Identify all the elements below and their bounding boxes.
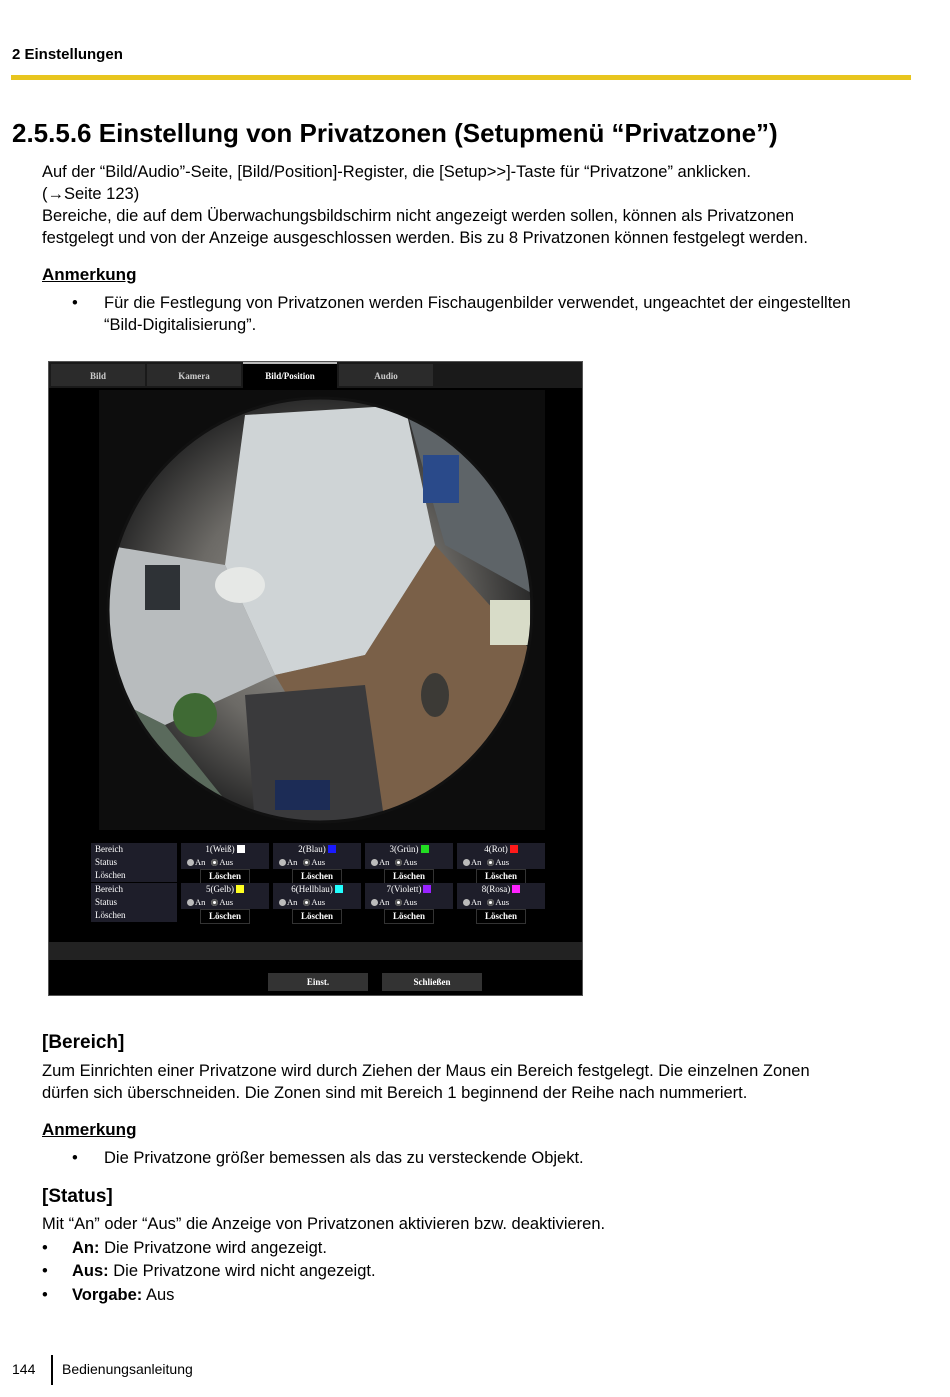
zone-5-off-radio[interactable]	[211, 899, 218, 906]
zone-7-status: An Aus	[365, 896, 453, 909]
zone-8-off-radio[interactable]	[487, 899, 494, 906]
row-label-delete-1: Löschen	[91, 869, 177, 882]
tab-bild[interactable]: Bild	[51, 364, 145, 386]
zone-5-delete-button[interactable]: Löschen	[181, 909, 269, 922]
zone-3-swatch	[421, 845, 429, 853]
privacy-zone-screenshot	[48, 361, 583, 996]
row-label-area-2: Bereich	[91, 883, 177, 896]
bereich-heading: [Bereich]	[42, 1032, 125, 1053]
status-bullet-default: •	[42, 1286, 48, 1304]
header-rule	[11, 75, 911, 80]
zone-7-swatch	[423, 885, 431, 893]
row-label-delete-2: Löschen	[91, 909, 177, 922]
tab-audio[interactable]: Audio	[339, 364, 433, 386]
zone-5-status: An Aus	[181, 896, 269, 909]
section-title: 2.5.5.6 Einstellung von Privatzonen (Setupmenü “Privatzone”)	[12, 118, 778, 148]
zone-6-label[interactable]: 6(Hellblau)	[273, 883, 361, 896]
tab-bar	[49, 362, 582, 388]
zone-3-on-radio[interactable]	[371, 859, 378, 866]
tab-kamera[interactable]: Kamera	[147, 364, 241, 386]
zone-3-status: An Aus	[365, 856, 453, 869]
zone-6-delete-button[interactable]: Löschen	[273, 909, 361, 922]
zone-7-delete-button[interactable]: Löschen	[365, 909, 453, 922]
zone-6-status: An Aus	[273, 896, 361, 909]
intro-line-1: Auf der “Bild/Audio”-Seite, [Bild/Position]-Register, die [Setup>>]-Taste für “Privatzone” anklicken.	[42, 163, 751, 181]
note-bullet-2: •	[72, 1149, 78, 1167]
status-heading: [Status]	[42, 1186, 113, 1207]
zone-6-off-radio[interactable]	[303, 899, 310, 906]
status-item-default: Vorgabe: Aus	[72, 1286, 175, 1304]
note-heading-2: Anmerkung	[42, 1120, 137, 1139]
zone-1-status: An Aus	[181, 856, 269, 869]
zone-4-on-radio[interactable]	[463, 859, 470, 866]
intro-line-2: (→Seite 123)	[42, 185, 140, 203]
zone-3-label[interactable]: 3(Grün)	[365, 843, 453, 856]
fisheye-camera-image	[105, 395, 535, 825]
intro-line-4: festgelegt und von der Anzeige ausgeschlossen werden. Bis zu 8 Privatzonen können festgelegt werden.	[42, 229, 808, 247]
zone-2-delete-button[interactable]: Löschen	[273, 869, 361, 882]
tab-bild-position[interactable]: Bild/Position	[243, 362, 337, 388]
zone-5-swatch	[236, 885, 244, 893]
zone-1-off-radio[interactable]	[211, 859, 218, 866]
zone-4-status: An Aus	[457, 856, 545, 869]
status-item-on: An: Die Privatzone wird angezeigt.	[72, 1239, 327, 1257]
close-button[interactable]: Schließen	[382, 973, 482, 991]
zone-7-off-radio[interactable]	[395, 899, 402, 906]
zone-6-swatch	[335, 885, 343, 893]
zone-1-swatch	[237, 845, 245, 853]
zone-8-label[interactable]: 8(Rosa)	[457, 883, 545, 896]
zone-1-delete-button[interactable]: Löschen	[181, 869, 269, 882]
fisheye-preview[interactable]	[99, 390, 545, 830]
row-label-status-2: Status	[91, 896, 177, 909]
chapter-header: 2 Einstellungen	[12, 46, 123, 63]
intro-line-3: Bereiche, die auf dem Überwachungsbildschirm nicht angezeigt werden sollen, können als Privatzonen	[42, 207, 795, 225]
zone-2-swatch	[328, 845, 336, 853]
zone-8-swatch	[512, 885, 520, 893]
zone-2-status: An Aus	[273, 856, 361, 869]
set-button[interactable]: Einst.	[268, 973, 368, 991]
zone-3-delete-button[interactable]: Löschen	[365, 869, 453, 882]
zone-1-on-radio[interactable]	[187, 859, 194, 866]
bereich-line-2: dürfen sich überschneiden. Die Zonen sind mit Bereich 1 beginnend der Reihe nach nummeriert.	[42, 1084, 748, 1102]
bereich-line-1: Zum Einrichten einer Privatzone wird durch Ziehen der Maus ein Bereich festgelegt. Die einzelnen Zonen	[42, 1062, 810, 1080]
zone-2-label[interactable]: 2(Blau)	[273, 843, 361, 856]
zone-8-delete-button[interactable]: Löschen	[457, 909, 545, 922]
status-bullet-off: •	[42, 1262, 48, 1280]
footer-rule	[51, 1355, 53, 1385]
zone-1-label[interactable]: 1(Weiß)	[181, 843, 269, 856]
zone-6-on-radio[interactable]	[279, 899, 286, 906]
zone-7-on-radio[interactable]	[371, 899, 378, 906]
zone-3-off-radio[interactable]	[395, 859, 402, 866]
note-text-1a: Für die Festlegung von Privatzonen werden Fischaugenbilder verwendet, ungeachtet der eingestellten	[104, 294, 851, 312]
privacy-zone-table	[91, 843, 547, 923]
zone-5-label[interactable]: 5(Gelb)	[181, 883, 269, 896]
note-text-1b: “Bild-Digitalisierung”.	[104, 316, 257, 334]
zone-8-status: An Aus	[457, 896, 545, 909]
manual-name: Bedienungsanleitung	[62, 1361, 193, 1377]
bottom-bar	[49, 942, 582, 960]
zone-4-delete-button[interactable]: Löschen	[457, 869, 545, 882]
zone-7-label[interactable]: 7(Violett)	[365, 883, 453, 896]
row-label-area-1: Bereich	[91, 843, 177, 856]
zone-8-on-radio[interactable]	[463, 899, 470, 906]
zone-4-off-radio[interactable]	[487, 859, 494, 866]
note-bullet-1: •	[72, 294, 78, 312]
status-item-off: Aus: Die Privatzone wird nicht angezeigt.	[72, 1262, 376, 1280]
zone-4-label[interactable]: 4(Rot)	[457, 843, 545, 856]
status-bullet-on: •	[42, 1239, 48, 1257]
row-label-status-1: Status	[91, 856, 177, 869]
zone-5-on-radio[interactable]	[187, 899, 194, 906]
status-line-1: Mit “An” oder “Aus” die Anzeige von Privatzonen aktivieren bzw. deaktivieren.	[42, 1215, 606, 1233]
page-number: 144	[12, 1361, 36, 1377]
note-heading-1: Anmerkung	[42, 265, 137, 284]
zone-2-off-radio[interactable]	[303, 859, 310, 866]
zone-2-on-radio[interactable]	[279, 859, 286, 866]
zone-4-swatch	[510, 845, 518, 853]
note-text-2: Die Privatzone größer bemessen als das zu versteckende Objekt.	[104, 1149, 584, 1167]
